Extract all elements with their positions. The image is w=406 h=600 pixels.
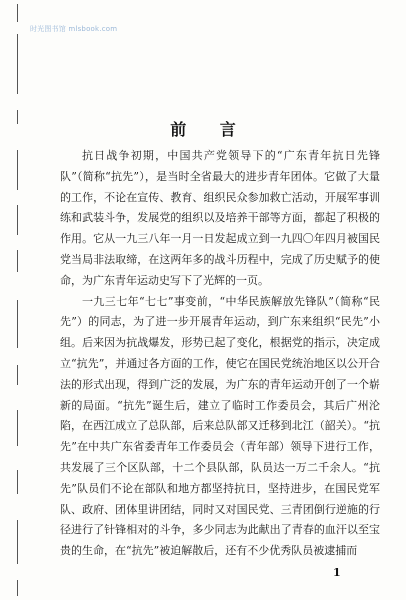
paragraph: 一九三七年“七七”事变前，“中华民族解放先锋队”（简称“民先”）的同志，为了进一步开展青年运动，到广东来组织“民先”小组。后来因为抗战爆发，形势已起了变化，根据党的指示，决定成立“抗先”，并通过各方面的工作，使它在国民党统治地区以公开合法的形式出现，得到广泛的发展，为广东的青年运动开创了一个崭新的局面。“抗先”诞生后，建立了临时工作委员会，其后广州沦陷，在西江成立了总队部，后来总队部又迁移到北江（韶关）。“抗先”在中共广东省委青年工作委员会（青年部）领导下进行工作，共发展了三个区队部，十二个县队部，队员达一万二千余人。“抗先”队员们不论在部队和地方都坚持抗日，坚持进步，在国民党军队、政府、团体里讲团结，同时又对国民党、三青团倒行逆施的行径进行了针锋相对的斗争，多少同志为此献出了青春的血汗以至宝贵的生命，在“抗先”被迫解散后，还有不少优秀队员被逮捕而 (60, 294, 380, 558)
binding-margin-rule (17, 0, 19, 600)
body-text (60, 146, 380, 562)
page-title: 前 言 (170, 120, 250, 139)
page-number: 1 (333, 566, 341, 579)
watermark: 时光图书馆 mlsbook.com (30, 25, 118, 33)
paragraph: 抗日战争初期，中国共产党领导下的“广东青年抗日先锋队”（简称“抗先”），是当时全省最大的进步青年团体。它做了大量的工作，不论在宣传、教育、组织民众参加救亡活动，开展军事训练和武装斗争，发展党的组织以及培养干部等方面，都起了积极的作用。它从一九三八年一月一日发起成立到一九四〇年四月被国民党当局非法取缔，在这两年多的战斗历程中，完成了历史赋予的使命，为广东青年运动史写下了光辉的一页。 (60, 149, 380, 287)
